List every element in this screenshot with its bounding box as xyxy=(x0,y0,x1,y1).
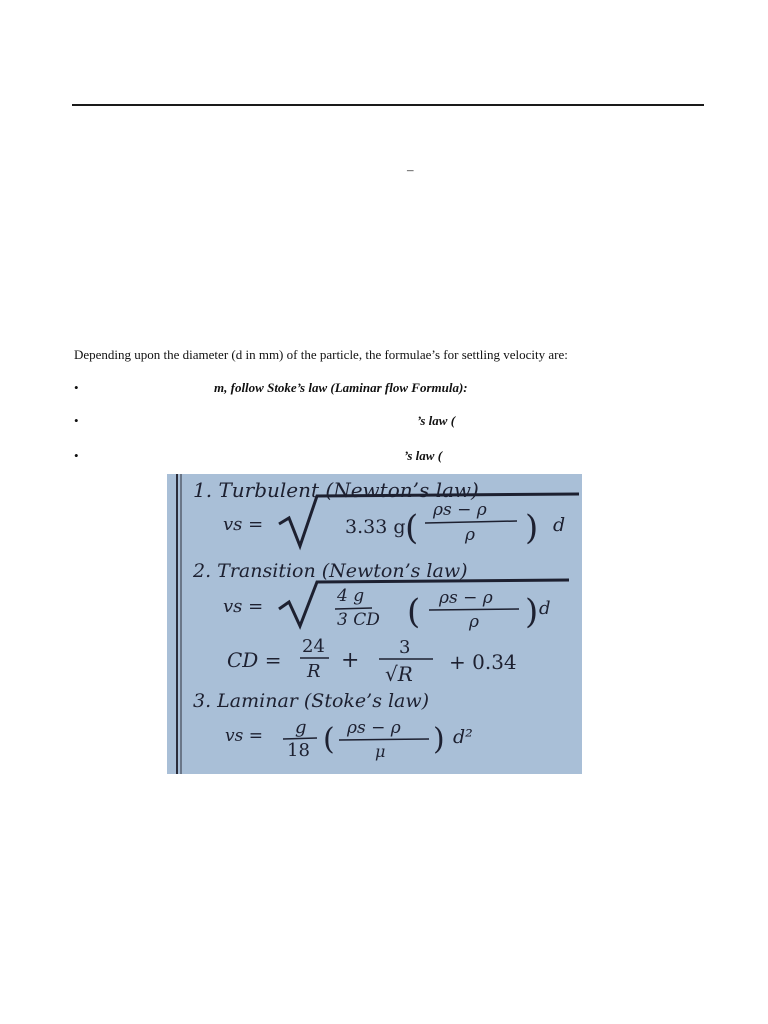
cd-lhs: CD = xyxy=(227,648,282,672)
bullet-symbol: • xyxy=(74,413,79,428)
bullet-text: m, follow Stoke’s law (Laminar flow Formula): xyxy=(214,380,468,395)
item-1-lhs: vs = xyxy=(223,514,264,535)
item-2-close-paren: ) xyxy=(525,592,539,632)
item-2-open-paren: ( xyxy=(407,592,421,632)
item-2-coef-den: 3 CD xyxy=(337,610,380,630)
cd-plus-constant: + 0.34 xyxy=(449,650,517,674)
item-1-close-paren: ) xyxy=(525,508,539,548)
cd-term2-den: √R xyxy=(385,662,413,686)
item-2-tail: d xyxy=(539,598,551,619)
cd-term2-num: 3 xyxy=(399,637,411,658)
item-1-frac-num: ρs − ρ xyxy=(433,500,487,520)
header-dash: – xyxy=(407,162,414,177)
cd-term1-num: 24 xyxy=(302,636,325,657)
intro-paragraph: Depending upon the diameter (d in mm) of the particle, the formulae’s for settling velocity are: xyxy=(74,347,568,362)
cd-plus-1: + xyxy=(341,648,360,673)
item-3-close-paren: ) xyxy=(433,722,445,757)
item-2-lhs: vs = xyxy=(223,596,264,617)
bullet-symbol: • xyxy=(74,380,79,395)
item-1-frac-den: ρ xyxy=(465,525,475,545)
item-3-coef-num: g xyxy=(295,717,307,738)
item-2-frac-den: ρ xyxy=(469,612,479,632)
cd-term1-den: R xyxy=(307,661,321,682)
bullet-text: ’s law ( xyxy=(417,413,456,428)
item-2-heading: 2. Transition (Newton’s law) xyxy=(193,560,468,582)
item-3-tail: d² xyxy=(453,726,473,748)
item-3-heading: 3. Laminar (Stoke’s law) xyxy=(193,690,430,712)
item-1-tail: d xyxy=(553,514,566,536)
item-3-frac-den: μ xyxy=(375,742,386,761)
item-2-frac-num: ρs − ρ xyxy=(439,588,493,608)
formula-photo xyxy=(167,474,582,774)
item-1-coef: 3.33 g xyxy=(345,516,406,538)
item-3-coef-den: 18 xyxy=(287,740,310,761)
bullet-text: ’s law ( xyxy=(404,448,443,463)
item-3-frac-num: ρs − ρ xyxy=(347,718,401,738)
item-2-coef-num: 4 g xyxy=(337,586,365,606)
bullet-symbol: • xyxy=(74,448,79,463)
item-1-open-paren: ( xyxy=(405,508,419,548)
header-rule xyxy=(72,104,704,106)
item-3-open-paren: ( xyxy=(323,722,335,757)
item-1-heading: 1. Turbulent (Newton’s law) xyxy=(193,478,479,502)
item-3-lhs: vs = xyxy=(225,726,263,746)
